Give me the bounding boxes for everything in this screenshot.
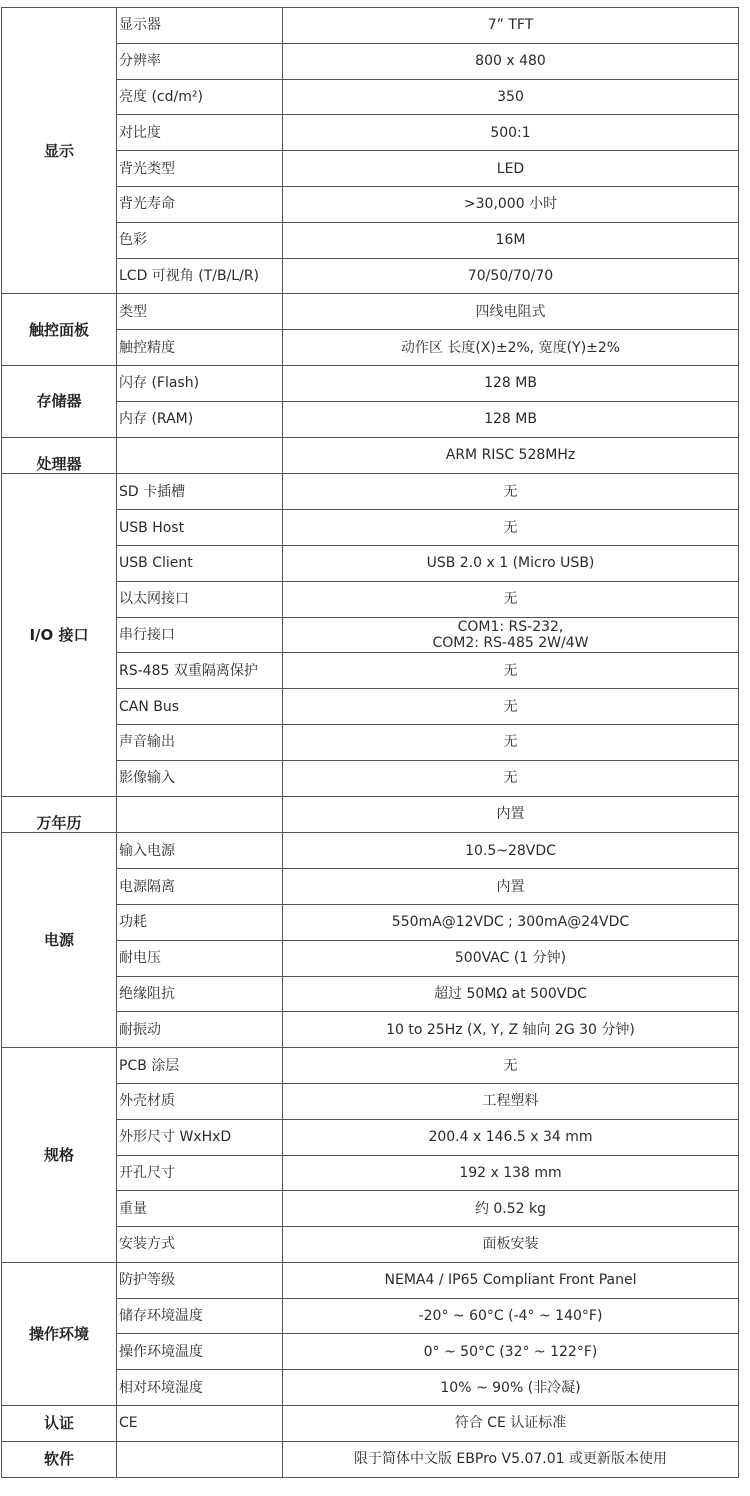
item-label-cell: 防护等级 [117, 1262, 283, 1298]
spec-row [2, 365, 739, 401]
item-label-cell: 分辨率 [117, 43, 283, 79]
category-cell: 触控面板 [2, 294, 117, 366]
item-value-cell: 128 MB [283, 365, 739, 401]
category-cell: 电源 [2, 833, 117, 1048]
category-cell: I/O 接口 [2, 474, 117, 796]
item-label-cell [117, 1441, 283, 1477]
item-value-cell: USB 2.0 x 1 (Micro USB) [283, 545, 739, 581]
spec-row [2, 1441, 739, 1477]
spec-row [2, 1262, 739, 1298]
category-cell: 认证 [2, 1406, 117, 1442]
spec-row [2, 474, 739, 510]
item-label-cell: 开孔尺寸 [117, 1155, 283, 1191]
spec-table [1, 7, 739, 1478]
item-label-cell: USB Client [117, 545, 283, 581]
category-cell: 万年历 [2, 796, 117, 833]
item-value-cell: 70/50/70/70 [283, 258, 739, 294]
item-value-cell: LED [283, 151, 739, 187]
item-value-cell: 500:1 [283, 115, 739, 151]
item-value-cell: 无 [283, 760, 739, 796]
item-value-cell: 内置 [283, 869, 739, 905]
item-value-cell: 无 [283, 474, 739, 510]
item-label-cell: 电源隔离 [117, 869, 283, 905]
item-label-cell: 外形尺寸 WxHxD [117, 1119, 283, 1155]
spec-row [2, 1406, 739, 1442]
category-cell: 操作环境 [2, 1262, 117, 1405]
item-label-cell: 耐电压 [117, 940, 283, 976]
item-value-cell: >30,000 小时 [283, 186, 739, 222]
item-value-cell: 限于简体中文版 EBPro V5.07.01 或更新版本使用 [283, 1441, 739, 1477]
item-value-cell: 16M [283, 222, 739, 258]
spec-row [2, 8, 739, 44]
item-value-cell: 800 x 480 [283, 43, 739, 79]
item-label-cell: RS-485 双重隔离保护 [117, 653, 283, 689]
item-value-cell: 550mA@12VDC ; 300mA@24VDC [283, 904, 739, 940]
item-value-cell: 无 [283, 653, 739, 689]
item-label-cell [117, 796, 283, 833]
item-label-cell: 输入电源 [117, 833, 283, 869]
item-value-cell: 约 0.52 kg [283, 1191, 739, 1227]
item-label-cell: CE [117, 1406, 283, 1442]
item-label-cell: USB Host [117, 510, 283, 546]
spec-table-body [2, 8, 739, 1478]
item-label-cell: 亮度 (cd/m²) [117, 79, 283, 115]
category-cell: 显示 [2, 8, 117, 294]
item-label-cell: 功耗 [117, 904, 283, 940]
category-cell: 处理器 [2, 437, 117, 474]
item-label-cell: 安装方式 [117, 1227, 283, 1263]
item-value-cell: 10% ~ 90% (非冷凝) [283, 1370, 739, 1406]
item-value-cell: 无 [283, 581, 739, 617]
spec-row [2, 1048, 739, 1084]
item-value-cell: 无 [283, 724, 739, 760]
item-label-cell: 闪存 (Flash) [117, 365, 283, 401]
item-value-cell: 超过 50MΩ at 500VDC [283, 976, 739, 1012]
item-value-cell: 四线电阻式 [283, 294, 739, 330]
item-value-cell: ARM RISC 528MHz [283, 437, 739, 474]
item-label-cell: 色彩 [117, 222, 283, 258]
category-cell: 软件 [2, 1441, 117, 1477]
item-value-cell: 10.5~28VDC [283, 833, 739, 869]
item-label-cell: 串行接口 [117, 617, 283, 653]
item-value-cell: 动作区 长度(X)±2%, 宽度(Y)±2% [283, 330, 739, 366]
item-value-cell: 128 MB [283, 401, 739, 437]
item-label-cell: 背光类型 [117, 151, 283, 187]
item-label-cell: 显示器 [117, 8, 283, 44]
item-value-cell: 350 [283, 79, 739, 115]
item-label-cell: 类型 [117, 294, 283, 330]
item-label-cell: 以太网接口 [117, 581, 283, 617]
item-value-cell: 200.4 x 146.5 x 34 mm [283, 1119, 739, 1155]
item-value-cell: 内置 [283, 796, 739, 833]
item-label-cell: 相对环境湿度 [117, 1370, 283, 1406]
item-label-cell: 触控精度 [117, 330, 283, 366]
spec-row [2, 796, 739, 833]
item-label-cell: 绝缘阻抗 [117, 976, 283, 1012]
item-label-cell: 声音输出 [117, 724, 283, 760]
item-value-cell: 7” TFT [283, 8, 739, 44]
item-value-cell: -20° ~ 60°C (-4° ~ 140°F) [283, 1298, 739, 1334]
item-label-cell: 对比度 [117, 115, 283, 151]
spec-row [2, 437, 739, 474]
item-value-cell: 10 to 25Hz (X, Y, Z 轴向 2G 30 分钟) [283, 1012, 739, 1048]
item-label-cell: PCB 涂层 [117, 1048, 283, 1084]
item-label-cell: 背光寿命 [117, 186, 283, 222]
category-cell: 存储器 [2, 365, 117, 437]
spec-row [2, 833, 739, 869]
item-label-cell: CAN Bus [117, 689, 283, 725]
item-label-cell: 外壳材质 [117, 1083, 283, 1119]
item-value-cell: NEMA4 / IP65 Compliant Front Panel [283, 1262, 739, 1298]
item-value-cell: 500VAC (1 分钟) [283, 940, 739, 976]
item-label-cell: 操作环境温度 [117, 1334, 283, 1370]
item-value-cell: 无 [283, 689, 739, 725]
item-label-cell: 储存环境温度 [117, 1298, 283, 1334]
item-value-cell: 无 [283, 1048, 739, 1084]
spec-row [2, 294, 739, 330]
item-value-cell: 无 [283, 510, 739, 546]
item-value-cell: COM1: RS-232, COM2: RS-485 2W/4W [283, 617, 739, 653]
item-label-cell: LCD 可视角 (T/B/L/R) [117, 258, 283, 294]
item-value-cell: 面板安装 [283, 1227, 739, 1263]
item-value-cell: 192 x 138 mm [283, 1155, 739, 1191]
item-label-cell: SD 卡插槽 [117, 474, 283, 510]
item-label-cell: 影像输入 [117, 760, 283, 796]
item-label-cell: 内存 (RAM) [117, 401, 283, 437]
item-label-cell: 耐振动 [117, 1012, 283, 1048]
item-value-cell: 0° ~ 50°C (32° ~ 122°F) [283, 1334, 739, 1370]
item-value-cell: 工程塑料 [283, 1083, 739, 1119]
item-label-cell [117, 437, 283, 474]
category-cell: 规格 [2, 1048, 117, 1263]
item-label-cell: 重量 [117, 1191, 283, 1227]
item-value-cell: 符合 CE 认证标准 [283, 1406, 739, 1442]
